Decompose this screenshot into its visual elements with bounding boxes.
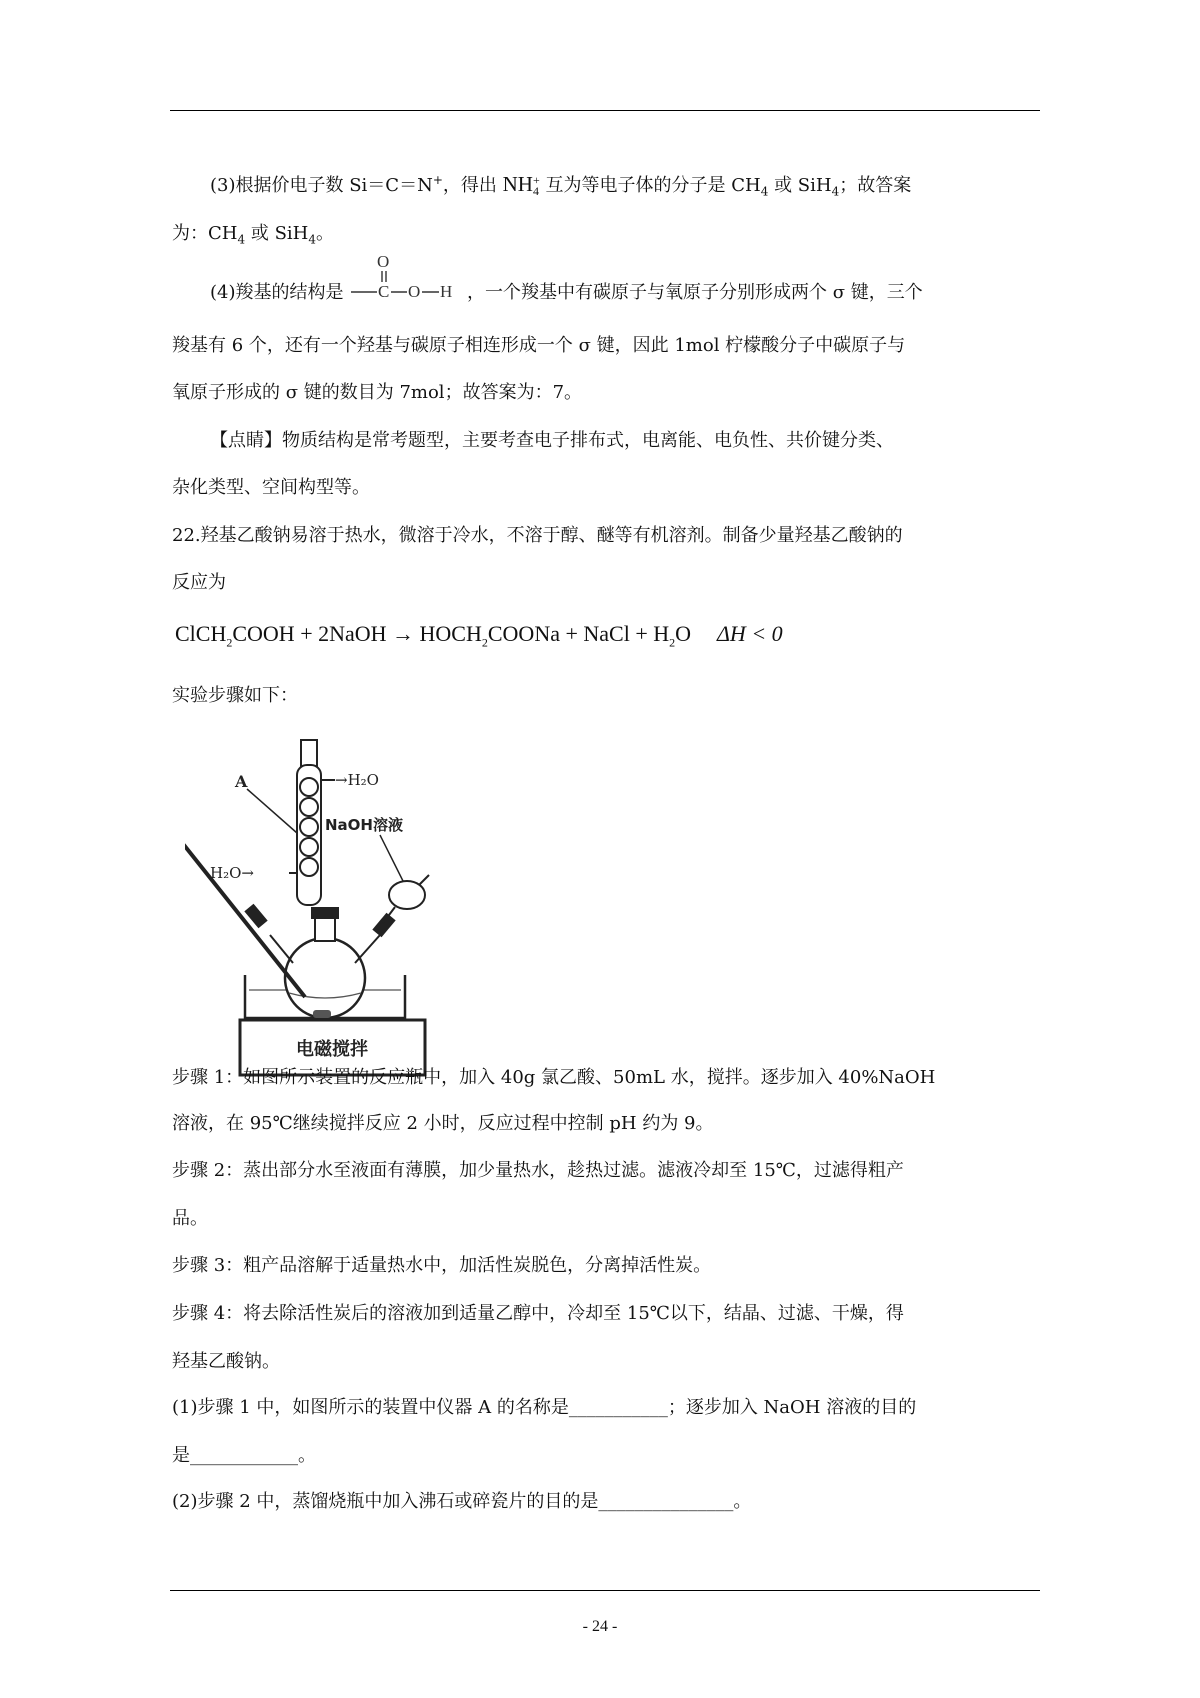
text: 为：CH bbox=[172, 223, 238, 244]
paragraph-4-line-3: 氧原子形成的 σ 键的数目为 7mol；故答案为：7。 bbox=[172, 382, 583, 403]
naoh-label: NaOH溶液 bbox=[325, 816, 403, 834]
text: 或 SiH bbox=[774, 175, 832, 196]
sub: 2 bbox=[226, 635, 233, 650]
stopper bbox=[311, 907, 339, 919]
paragraph-3-line-2 bbox=[172, 222, 334, 252]
text: ClCH bbox=[175, 621, 227, 646]
dianjing-line-2: 杂化类型、空间构型等。 bbox=[172, 477, 370, 498]
sub: 4 bbox=[308, 232, 317, 247]
text: 或 SiH bbox=[250, 223, 309, 244]
question-22-line-1: 22.羟基乙酸钠易溶于热水，微溶于冷水，不溶于醇、醚等有机溶剂。制备少量羟基乙酸钠的 bbox=[172, 525, 903, 546]
step-1-line-1: 步骤 1：如图所示装置的反应瓶中，加入 40g 氯乙酸、50mL 水，搅拌。逐步加入 40%NaOH bbox=[172, 1067, 936, 1088]
paragraph-3-line-1 bbox=[210, 168, 911, 204]
reaction-equation bbox=[175, 620, 783, 656]
text: COOH + 2NaOH → HOCH bbox=[232, 621, 482, 646]
step-4-line-2: 羟基乙酸钠。 bbox=[172, 1351, 280, 1372]
nh4-formula bbox=[502, 172, 540, 199]
flask bbox=[285, 938, 365, 1018]
step-2-line-2: 品。 bbox=[172, 1208, 208, 1229]
text: ，得出 bbox=[442, 175, 497, 196]
sub: 4 bbox=[760, 184, 769, 199]
sub: 4 bbox=[831, 184, 840, 199]
question-1-line-1: (1)步骤 1 中，如图所示的装置中仪器 A 的名称是___________；逐步加入 NaOH 溶液的目的 bbox=[172, 1397, 917, 1418]
carboxyl-structure bbox=[349, 252, 461, 308]
steps-intro: 实验步骤如下： bbox=[172, 685, 298, 706]
text: NH bbox=[502, 172, 533, 196]
text: COONa + NaCl + H bbox=[487, 621, 670, 646]
text: ；故答案 bbox=[839, 175, 912, 196]
page-number: - 24 - bbox=[582, 1618, 618, 1635]
carboxyl-o-top: O bbox=[377, 252, 390, 271]
question-2-line-1: (2)步骤 2 中，蒸馏烧瓶中加入沸石或碎瓷片的目的是_______________。 bbox=[172, 1491, 752, 1512]
text: ΔH < 0 bbox=[717, 621, 783, 646]
stir-bar bbox=[313, 1010, 331, 1018]
paragraph-4-line-2: 羧基有 6 个，还有一个羟基与碳原子相连形成一个 σ 键，因此 1mol 柠檬酸分子中碳原子与 bbox=[172, 335, 906, 356]
step-1-line-2: 溶液，在 95℃继续搅拌反应 2 小时，反应过程中控制 pH 约为 9。 bbox=[172, 1113, 714, 1134]
sub: 2 bbox=[481, 635, 488, 650]
text: (3)根据价电子数 Si＝C＝N bbox=[210, 175, 433, 196]
carboxyl-h: H bbox=[440, 282, 453, 301]
carboxyl-o: O bbox=[408, 282, 421, 301]
sub: 2 bbox=[669, 635, 676, 650]
question-1-line-2: 是____________。 bbox=[172, 1445, 316, 1466]
text: 。 bbox=[316, 223, 335, 244]
text: 互为等电子体的分子是 CH bbox=[545, 175, 761, 196]
sup: + bbox=[532, 173, 540, 188]
carboxyl-c: C bbox=[378, 282, 390, 301]
apparatus-figure bbox=[185, 735, 455, 1085]
water-in-label: H₂O→ bbox=[210, 864, 254, 882]
header-rule bbox=[170, 110, 1040, 111]
text: ，一个羧基中有碳原子与氧原子分别形成两个 σ 键，三个 bbox=[466, 282, 923, 303]
dianjing-line-1: 【点睛】物质结构是常考题型，主要考查电子排布式，电离能、电负性、共价键分类、 bbox=[210, 430, 894, 451]
question-22-line-2: 反应为 bbox=[172, 572, 226, 593]
label-a: A bbox=[235, 772, 248, 791]
footer-rule bbox=[170, 1590, 1040, 1591]
text: (4)羧基的结构是 bbox=[210, 282, 344, 303]
sub: 4 bbox=[532, 184, 539, 199]
text: O bbox=[675, 621, 692, 646]
stirrer-label: 电磁搅拌 bbox=[296, 1039, 368, 1060]
step-2-line-1: 步骤 2：蒸出部分水至液面有薄膜，加少量热水，趁热过滤。滤液冷却至 15℃，过滤得粗产 bbox=[172, 1160, 904, 1181]
step-3-line-1: 步骤 3：粗产品溶解于适量热水中，加活性炭脱色，分离掉活性炭。 bbox=[172, 1255, 712, 1276]
sub: 4 bbox=[237, 232, 246, 247]
sup: + bbox=[432, 173, 443, 187]
water-out-label: →H₂O bbox=[335, 771, 379, 789]
paragraph-4-line-1 bbox=[210, 252, 923, 308]
step-4-line-1: 步骤 4：将去除活性炭后的溶液加到适量乙醇中，冷却至 15℃以下，结晶、过滤、干燥，得 bbox=[172, 1303, 904, 1324]
